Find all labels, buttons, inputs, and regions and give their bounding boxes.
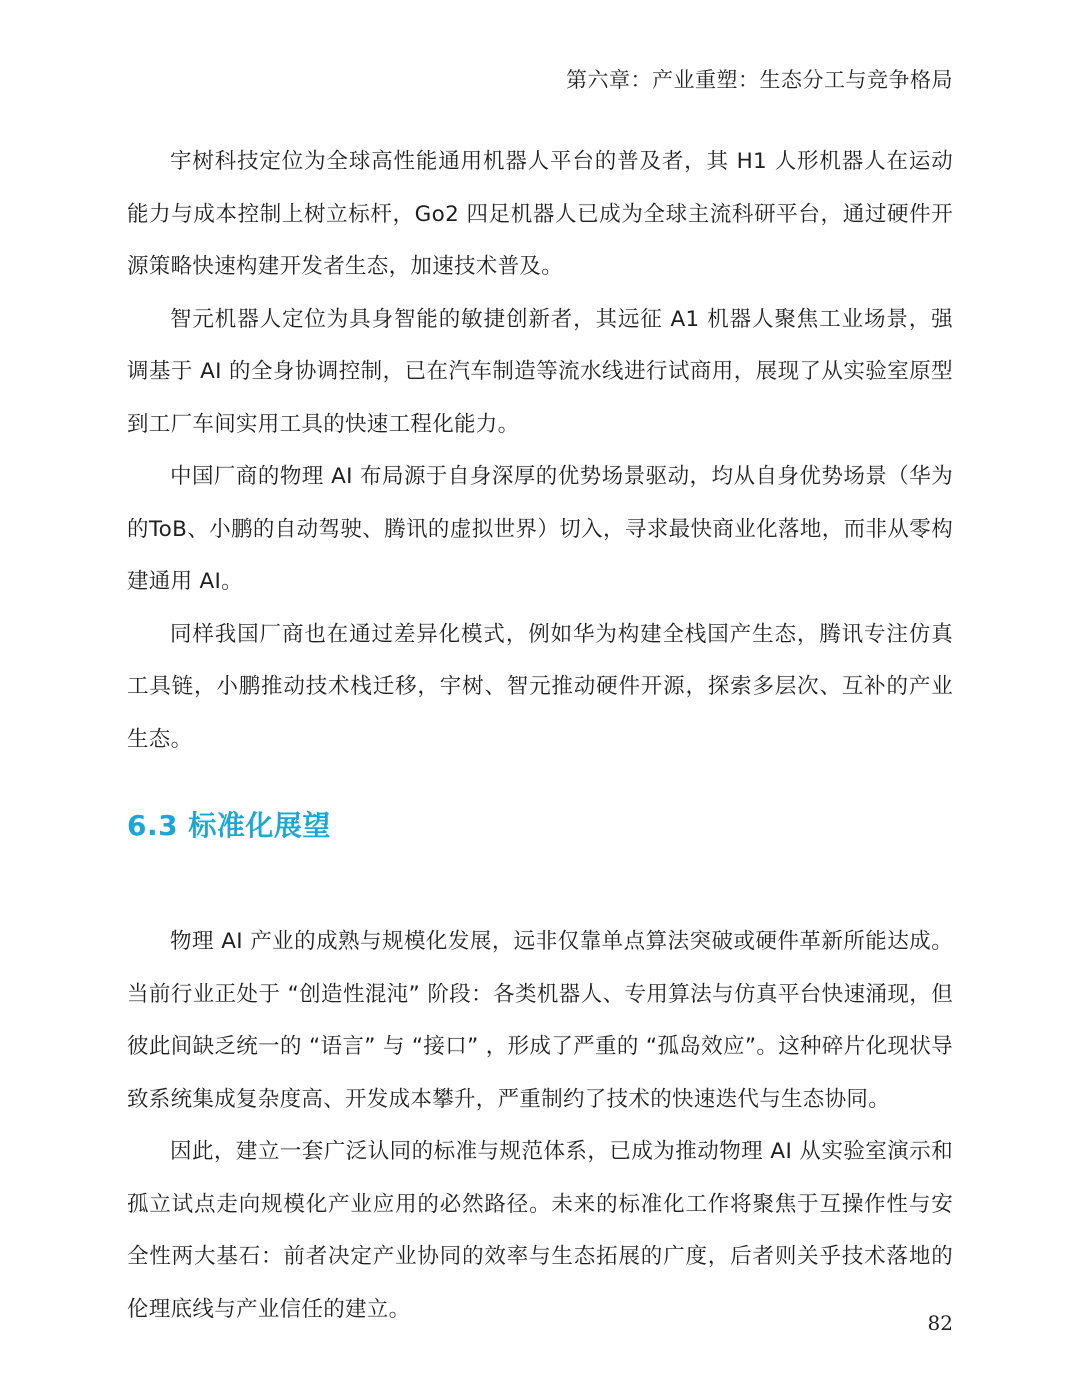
running-header: 第六章：产业重塑：生态分工与竞争格局 xyxy=(566,68,953,92)
paragraph-agibot: 智元机器人定位为具身智能的敏捷创新者，其远征 A1 机器人聚焦工业场景，强调基于 AI 的全身协调控制，已在汽车制造等流水线进行试商用，展现了从实验室原型到工厂车间实用工具的快速工程化能力。 xyxy=(127,306,953,437)
section-heading: 6.3 标准化展望 xyxy=(127,809,331,842)
page-content xyxy=(127,136,953,1336)
paragraph-chinese-vendors: 中国厂商的物理 AI 布局源于自身深厚的优势场景驱动，均从自身优势场景（华为的ToB、小鹏的自动驾驶、腾讯的虚拟世界）切入，寻求最快商业化落地，而非从零构建通用 AI。 xyxy=(127,464,953,594)
page-number: 82 xyxy=(927,1311,953,1335)
paragraph-industry-maturity: 物理 AI 产业的成熟与规模化发展，远非仅靠单点算法突破或硬件革新所能达成。当前行业正处于 “创造性混沌” 阶段：各类机器人、专用算法与仿真平台快速涌现，但彼此间缺乏统一的 “语言” 与 “接口” ，形成了严重的 “孤岛效应”。这种碎片化现状导致系统集成复杂度高、开发成本攀升，严重制约了技术的快速迭代与生态协同。 xyxy=(127,929,953,1112)
paragraph-standards-path: 因此，建立一套广泛认同的标准与规范体系，已成为推动物理 AI 从实验室演示和孤立试点走向规模化产业应用的必然路径。未来的标准化工作将聚焦于互操作性与安全性两大基石：前者决定产业协同的效率与生态拓展的广度，后者则关乎技术落地的伦理底线与产业信任的建立。 xyxy=(127,1139,953,1322)
paragraph-unitree: 宇树科技定位为全球高性能通用机器人平台的普及者，其 H1 人形机器人在运动能力与成本控制上树立标杆，Go2 四足机器人已成为全球主流科研平台，通过硬件开源策略快速构建开发者生态，加速技术普及。 xyxy=(127,149,953,279)
paragraph-differentiation: 同样我国厂商也在通过差异化模式，例如华为构建全栈国产生态，腾讯专注仿真工具链，小鹏推动技术栈迁移，宇树、智元推动硬件开源，探索多层次、互补的产业生态。 xyxy=(127,621,953,752)
